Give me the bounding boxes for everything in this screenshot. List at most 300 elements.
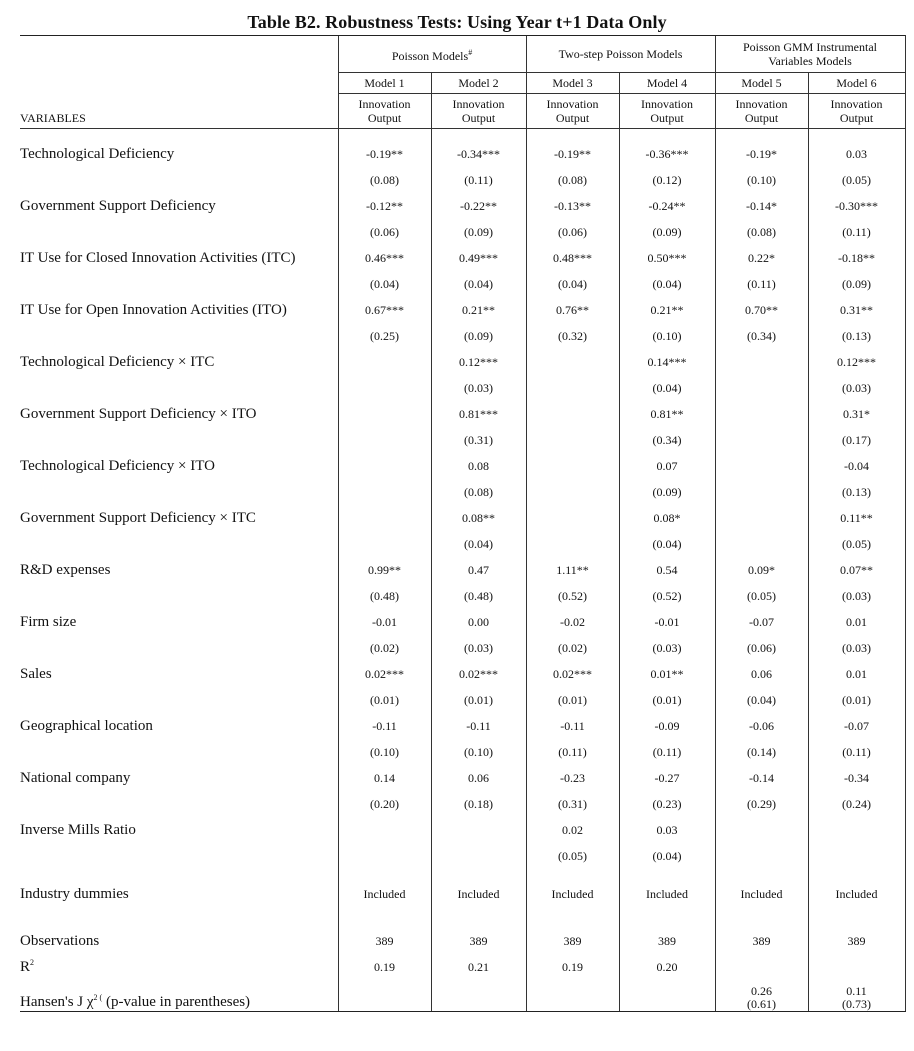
coefficient-cell: 0.02***: [338, 661, 431, 687]
standard-error-cell: [338, 427, 431, 453]
standard-error-cell: (0.52): [619, 583, 715, 609]
spacer-cell: [20, 219, 338, 245]
coefficient-cell: -0.11: [431, 713, 526, 739]
coefficient-cell: 0.11**: [808, 505, 905, 531]
dependent-variable-header: Innovation Output: [431, 94, 526, 129]
standard-error-cell: (0.09): [619, 219, 715, 245]
coefficient-cell: 0.08**: [431, 505, 526, 531]
spacer-cell: [20, 323, 338, 349]
coefficient-cell: [715, 505, 808, 531]
hansen-p-value: (0.61): [747, 997, 777, 1011]
table-row: [20, 817, 905, 843]
spacer-cell: [20, 167, 338, 193]
variable-label: Sales: [20, 665, 52, 682]
spacer-cell: [526, 869, 619, 881]
standard-error-cell: (0.01): [619, 687, 715, 713]
standard-error-cell: [808, 843, 905, 869]
coefficient-cell: 0.49***: [431, 245, 526, 271]
table-row: [20, 927, 905, 955]
spacer-cell: [808, 869, 905, 881]
spacer-cell: [20, 531, 338, 557]
spacer-cell: [20, 635, 338, 661]
standard-error-cell: (0.11): [808, 739, 905, 765]
variable-label: Government Support Deficiency: [20, 197, 216, 214]
standard-error-cell: (0.34): [619, 427, 715, 453]
coefficient-cell: -0.09: [619, 713, 715, 739]
coefficient-cell: 0.99**: [338, 557, 431, 583]
spacer-cell: [338, 869, 431, 881]
standard-error-cell: (0.04): [619, 271, 715, 297]
standard-error-cell: (0.09): [431, 219, 526, 245]
spacer-cell: [20, 791, 338, 817]
table-row: [20, 609, 905, 635]
table-row: [20, 979, 905, 1012]
industry-cell: Included: [431, 881, 526, 907]
standard-error-cell: (0.08): [526, 167, 619, 193]
table-row: [20, 479, 905, 505]
coefficient-cell: -0.19**: [526, 141, 619, 167]
model-header: Model 3: [526, 73, 619, 94]
standard-error-cell: (0.32): [526, 323, 619, 349]
table-row: [20, 141, 905, 167]
standard-error-cell: (0.04): [619, 843, 715, 869]
coefficient-cell: 0.31**: [808, 297, 905, 323]
standard-error-cell: [338, 843, 431, 869]
coefficient-cell: 0.07: [619, 453, 715, 479]
variable-label: Inverse Mills Ratio: [20, 821, 136, 838]
observations-cell: 389: [808, 927, 905, 955]
hansen-cell: [338, 979, 431, 1012]
table-row: [20, 635, 905, 661]
industry-cell: Included: [715, 881, 808, 907]
standard-error-cell: (0.06): [338, 219, 431, 245]
coefficient-cell: -0.18**: [808, 245, 905, 271]
table-row: [20, 505, 905, 531]
model-header: Model 2: [431, 73, 526, 94]
standard-error-cell: (0.10): [715, 167, 808, 193]
spacer-cell: [808, 907, 905, 927]
industry-cell: Included: [338, 881, 431, 907]
standard-error-cell: (0.48): [431, 583, 526, 609]
coefficient-cell: 0.01**: [619, 661, 715, 687]
standard-error-cell: (0.18): [431, 791, 526, 817]
coefficient-cell: [715, 349, 808, 375]
coefficient-cell: [526, 401, 619, 427]
observations-cell: 389: [619, 927, 715, 955]
spacer-row: [20, 869, 905, 881]
standard-error-cell: (0.08): [715, 219, 808, 245]
standard-error-cell: [338, 531, 431, 557]
spacer-cell: [20, 271, 338, 297]
standard-error-cell: (0.03): [808, 375, 905, 401]
coefficient-cell: 0.76**: [526, 297, 619, 323]
coefficient-cell: [715, 817, 808, 843]
coefficient-cell: -0.07: [715, 609, 808, 635]
spacer-cell: [431, 869, 526, 881]
variable-label: Technological Deficiency × ITO: [20, 457, 215, 474]
coefficient-cell: -0.34***: [431, 141, 526, 167]
coefficient-cell: 0.02***: [431, 661, 526, 687]
table-row: [20, 739, 905, 765]
standard-error-cell: (0.04): [619, 531, 715, 557]
hansen-cell: [715, 979, 808, 1012]
coefficient-cell: 0.06: [715, 661, 808, 687]
spacer-cell: [715, 907, 808, 927]
coefficient-cell: [526, 505, 619, 531]
model-header: Model 4: [619, 73, 715, 94]
industry-cell: Included: [526, 881, 619, 907]
table-row: [20, 881, 905, 907]
group-header-poisson: Poisson Models#: [338, 36, 526, 73]
hansen-cell: [431, 979, 526, 1012]
standard-error-cell: [526, 375, 619, 401]
industry-label: [20, 881, 338, 907]
r2-cell: 0.19: [338, 955, 431, 979]
coefficient-cell: [338, 349, 431, 375]
standard-error-cell: (0.01): [808, 687, 905, 713]
standard-error-cell: (0.25): [338, 323, 431, 349]
standard-error-cell: (0.02): [526, 635, 619, 661]
coefficient-cell: 0.54: [619, 557, 715, 583]
dependent-variable-header: Innovation Output: [808, 94, 905, 129]
coefficient-cell: 0.14: [338, 765, 431, 791]
standard-error-cell: (0.04): [431, 271, 526, 297]
standard-error-cell: (0.03): [431, 635, 526, 661]
coefficient-cell: [338, 401, 431, 427]
table-row: [20, 297, 905, 323]
observations-label-text: Observations: [20, 932, 100, 949]
standard-error-cell: (0.05): [715, 583, 808, 609]
spacer-row: [20, 907, 905, 927]
coefficient-cell: -0.07: [808, 713, 905, 739]
standard-error-cell: (0.11): [431, 167, 526, 193]
coefficient-cell: 0.08: [431, 453, 526, 479]
hansen-cell: [808, 979, 905, 1012]
standard-error-cell: [526, 479, 619, 505]
coefficient-cell: 0.21**: [619, 297, 715, 323]
coefficient-cell: 0.47: [431, 557, 526, 583]
standard-error-cell: (0.29): [715, 791, 808, 817]
coefficient-cell: -0.04: [808, 453, 905, 479]
table-row: [20, 531, 905, 557]
hansen-superscript: 2 (: [93, 993, 103, 1002]
spacer-cell: [20, 907, 338, 927]
coefficient-cell: -0.11: [338, 713, 431, 739]
spacer-cell: [20, 427, 338, 453]
variable-label: IT Use for Open Innovation Activities (ITO): [20, 301, 287, 318]
spacer-cell: [526, 907, 619, 927]
table-row: [20, 661, 905, 687]
table-row: [20, 453, 905, 479]
coefficient-cell: -0.01: [338, 609, 431, 635]
industry-label-text: Industry dummies: [20, 885, 129, 902]
spacer-cell: [20, 739, 338, 765]
coefficient-cell: 0.02: [526, 817, 619, 843]
coefficient-cell: 0.14***: [619, 349, 715, 375]
standard-error-cell: (0.04): [715, 687, 808, 713]
standard-error-cell: [715, 531, 808, 557]
standard-error-cell: (0.11): [526, 739, 619, 765]
coefficient-cell: 0.08*: [619, 505, 715, 531]
table-row: [20, 791, 905, 817]
standard-error-cell: (0.11): [619, 739, 715, 765]
hansen-label: [20, 979, 338, 1012]
standard-error-cell: (0.09): [619, 479, 715, 505]
dependent-variable-header: Innovation Output: [338, 94, 431, 129]
standard-error-cell: (0.20): [338, 791, 431, 817]
spacer-cell: [20, 843, 338, 869]
standard-error-cell: (0.06): [715, 635, 808, 661]
coefficient-cell: [808, 817, 905, 843]
industry-cell: Included: [619, 881, 715, 907]
observations-cell: 389: [431, 927, 526, 955]
standard-error-cell: (0.04): [431, 531, 526, 557]
standard-error-cell: (0.34): [715, 323, 808, 349]
coefficient-cell: 0.67***: [338, 297, 431, 323]
coefficient-cell: 0.01: [808, 609, 905, 635]
r2-superscript: 2: [30, 958, 35, 967]
coefficient-cell: -0.14: [715, 765, 808, 791]
table-row: [20, 219, 905, 245]
hansen-label-tail: (p-value in parentheses): [102, 994, 251, 1010]
standard-error-cell: (0.03): [431, 375, 526, 401]
coefficient-cell: 0.09*: [715, 557, 808, 583]
spacer-cell: [338, 907, 431, 927]
table-body: [20, 129, 905, 1012]
spacer-cell: [431, 907, 526, 927]
coefficient-cell: [715, 401, 808, 427]
standard-error-cell: (0.14): [715, 739, 808, 765]
coefficient-cell: -0.23: [526, 765, 619, 791]
standard-error-cell: (0.06): [526, 219, 619, 245]
standard-error-cell: [526, 427, 619, 453]
standard-error-cell: (0.02): [338, 635, 431, 661]
spacer-cell: [20, 583, 338, 609]
coefficient-cell: -0.30***: [808, 193, 905, 219]
observations-cell: 389: [526, 927, 619, 955]
table-row: [20, 349, 905, 375]
coefficient-cell: -0.19*: [715, 141, 808, 167]
observations-label: [20, 927, 338, 955]
group-header-gmm: Poisson GMM Instrumental Variables Models: [715, 36, 905, 73]
model-header: Model 1: [338, 73, 431, 94]
standard-error-cell: (0.03): [808, 635, 905, 661]
variable-label: National company: [20, 769, 131, 786]
r2-cell: 0.21: [431, 955, 526, 979]
standard-error-cell: (0.24): [808, 791, 905, 817]
table-row: [20, 323, 905, 349]
dependent-variable-header: Innovation Output: [526, 94, 619, 129]
table-row: [20, 765, 905, 791]
standard-error-cell: [715, 843, 808, 869]
spacer-cell: [20, 479, 338, 505]
coefficient-cell: 0.01: [808, 661, 905, 687]
coefficient-cell: 0.81**: [619, 401, 715, 427]
table-row: [20, 687, 905, 713]
standard-error-cell: (0.11): [808, 219, 905, 245]
coefficient-cell: 0.12***: [808, 349, 905, 375]
coefficient-cell: [715, 453, 808, 479]
coefficient-cell: 1.11**: [526, 557, 619, 583]
coefficient-cell: 0.12***: [431, 349, 526, 375]
standard-error-cell: (0.23): [619, 791, 715, 817]
variable-label: Technological Deficiency: [20, 145, 175, 162]
variable-label: Geographical location: [20, 717, 153, 734]
coefficient-cell: 0.81***: [431, 401, 526, 427]
standard-error-cell: (0.05): [808, 167, 905, 193]
standard-error-cell: (0.01): [338, 687, 431, 713]
standard-error-cell: (0.03): [808, 583, 905, 609]
standard-error-cell: (0.11): [715, 271, 808, 297]
coefficient-cell: -0.11: [526, 713, 619, 739]
regression-table: [20, 35, 906, 1012]
coefficient-cell: [526, 453, 619, 479]
r2-label-text: R: [20, 959, 31, 975]
coefficient-cell: 0.22*: [715, 245, 808, 271]
standard-error-cell: (0.08): [431, 479, 526, 505]
spacer-cell: [619, 907, 715, 927]
table-row: [20, 245, 905, 271]
coefficient-cell: -0.06: [715, 713, 808, 739]
spacer-cell: [619, 869, 715, 881]
coefficient-cell: [338, 817, 431, 843]
standard-error-cell: [526, 531, 619, 557]
table-row: [20, 955, 905, 979]
standard-error-cell: (0.04): [526, 271, 619, 297]
coefficient-cell: [431, 817, 526, 843]
hansen-statistic: 0.11: [846, 984, 867, 998]
coefficient-cell: 0.50***: [619, 245, 715, 271]
standard-error-cell: (0.13): [808, 479, 905, 505]
table-row: [20, 401, 905, 427]
coefficient-cell: 0.02***: [526, 661, 619, 687]
hansen-p-value: (0.73): [842, 997, 872, 1011]
coefficient-cell: 0.70**: [715, 297, 808, 323]
spacer-cell: [20, 869, 338, 881]
coefficient-cell: [338, 505, 431, 531]
standard-error-cell: (0.09): [431, 323, 526, 349]
coefficient-cell: 0.03: [619, 817, 715, 843]
hansen-statistic: 0.26: [751, 984, 773, 998]
coefficient-cell: -0.12**: [338, 193, 431, 219]
variable-label: R&D expenses: [20, 561, 111, 578]
coefficient-cell: 0.00: [431, 609, 526, 635]
standard-error-cell: (0.09): [808, 271, 905, 297]
dependent-variable-header: Innovation Output: [715, 94, 808, 129]
r2-cell: [715, 955, 808, 979]
hansen-label-text: Hansen's J χ: [20, 994, 94, 1010]
table-row: [20, 271, 905, 297]
standard-error-cell: [715, 479, 808, 505]
standard-error-cell: (0.10): [619, 323, 715, 349]
hansen-cell: [526, 979, 619, 1012]
standard-error-cell: (0.10): [338, 739, 431, 765]
table-title: Table B2. Robustness Tests: Using Year t+1 Data Only: [247, 12, 667, 32]
coefficient-cell: 0.07**: [808, 557, 905, 583]
model-header: Model 5: [715, 73, 808, 94]
coefficient-cell: -0.34: [808, 765, 905, 791]
coefficient-cell: -0.27: [619, 765, 715, 791]
coefficient-cell: -0.02: [526, 609, 619, 635]
standard-error-cell: [338, 375, 431, 401]
spacer-cell: [20, 687, 338, 713]
standard-error-cell: (0.05): [808, 531, 905, 557]
variable-label: Firm size: [20, 613, 77, 630]
table-row: [20, 193, 905, 219]
table-row: [20, 843, 905, 869]
variable-label: Government Support Deficiency × ITC: [20, 509, 256, 526]
standard-error-cell: (0.08): [338, 167, 431, 193]
coefficient-cell: -0.22**: [431, 193, 526, 219]
coefficient-cell: [526, 349, 619, 375]
standard-error-cell: (0.10): [431, 739, 526, 765]
coefficient-cell: -0.36***: [619, 141, 715, 167]
standard-error-cell: (0.48): [338, 583, 431, 609]
standard-error-cell: [715, 427, 808, 453]
group-header-two-step: Two-step Poisson Models: [526, 36, 715, 73]
standard-error-cell: (0.01): [431, 687, 526, 713]
table-row: [20, 557, 905, 583]
standard-error-cell: (0.01): [526, 687, 619, 713]
coefficient-cell: 0.06: [431, 765, 526, 791]
variables-header: VARIABLES: [20, 36, 338, 129]
coefficient-cell: 0.21**: [431, 297, 526, 323]
standard-error-cell: [338, 479, 431, 505]
observations-cell: 389: [338, 927, 431, 955]
table-row: [20, 713, 905, 739]
coefficient-cell: -0.13**: [526, 193, 619, 219]
variable-label: IT Use for Closed Innovation Activities (ITC): [20, 249, 296, 266]
r2-cell: [808, 955, 905, 979]
coefficient-cell: -0.01: [619, 609, 715, 635]
spacer-cell: [20, 375, 338, 401]
standard-error-cell: (0.04): [338, 271, 431, 297]
table-row: [20, 583, 905, 609]
standard-error-cell: (0.12): [619, 167, 715, 193]
table-row: [20, 375, 905, 401]
observations-cell: 389: [715, 927, 808, 955]
r2-cell: 0.19: [526, 955, 619, 979]
model-header: Model 6: [808, 73, 905, 94]
coefficient-cell: -0.19**: [338, 141, 431, 167]
variable-label: Technological Deficiency × ITC: [20, 353, 215, 370]
hansen-cell: [619, 979, 715, 1012]
coefficient-cell: [338, 453, 431, 479]
r2-cell: 0.20: [619, 955, 715, 979]
coefficient-cell: -0.24**: [619, 193, 715, 219]
coefficient-cell: 0.48***: [526, 245, 619, 271]
table-row: [20, 167, 905, 193]
standard-error-cell: [715, 375, 808, 401]
coefficient-cell: 0.31*: [808, 401, 905, 427]
standard-error-cell: (0.52): [526, 583, 619, 609]
standard-error-cell: (0.05): [526, 843, 619, 869]
standard-error-cell: (0.31): [431, 427, 526, 453]
r2-label: [20, 955, 338, 979]
spacer-cell: [715, 869, 808, 881]
industry-cell: Included: [808, 881, 905, 907]
standard-error-cell: (0.31): [526, 791, 619, 817]
coefficient-cell: 0.46***: [338, 245, 431, 271]
standard-error-cell: (0.04): [619, 375, 715, 401]
standard-error-cell: (0.13): [808, 323, 905, 349]
variable-label: Government Support Deficiency × ITO: [20, 405, 257, 422]
table-row: [20, 427, 905, 453]
standard-error-cell: [431, 843, 526, 869]
coefficient-cell: -0.14*: [715, 193, 808, 219]
coefficient-cell: 0.03: [808, 141, 905, 167]
dependent-variable-header: Innovation Output: [619, 94, 715, 129]
